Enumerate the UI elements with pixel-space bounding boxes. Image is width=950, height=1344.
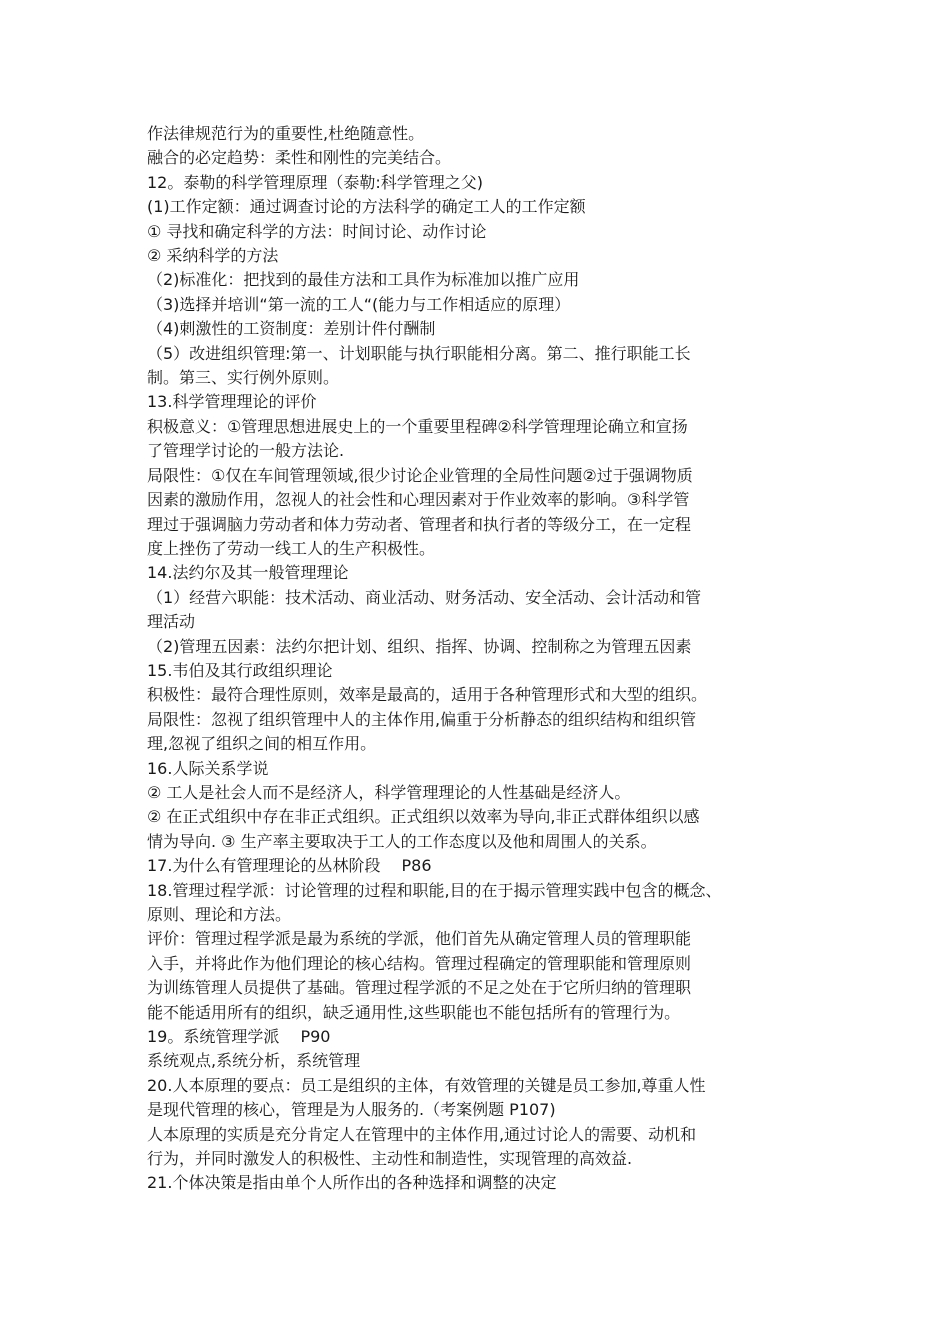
text-line: ① 寻找和确定科学的方法：时间讨论、动作讨论	[147, 221, 487, 241]
text-line: （2)管理五因素：法约尔把计划、组织、指挥、协调、控制称之为管理五因素	[147, 636, 692, 656]
text-line: (1)工作定额：通过调查讨论的方法科学的确定工人的工作定额	[147, 197, 586, 217]
text-line: 21.个体决策是指由单个人所作出的各种选择和调整的决定	[147, 1173, 557, 1193]
text-line: 13.科学管理理论的评价	[147, 392, 317, 412]
text-line: 17.为什么有管理理论的丛林阶段 P86	[147, 856, 432, 876]
text-line: 14.法约尔及其一般管理理论	[147, 563, 349, 583]
text-line: ② 工人是社会人而不是经济人，科学管理理论的人性基础是经济人。	[147, 782, 631, 802]
text-line: 融合的必定趋势：柔性和刚性的完美结合。	[147, 148, 452, 168]
text-line: 是现代管理的核心，管理是为人服务的.（考案例题 P107)	[147, 1100, 556, 1120]
text-line: 制。第三、实行例外原则。	[147, 368, 340, 388]
text-line: ② 在正式组织中存在非正式组织。正式组织以效率为导向,非正式群体组织以感	[147, 807, 700, 827]
text-line: 系统观点,系统分析，系统管理	[147, 1051, 361, 1071]
text-line: 评价：管理过程学派是最为系统的学派，他们首先从确定管理人员的管理职能	[147, 929, 692, 949]
text-line: （2)标准化：把找到的最佳方法和工具作为标准加以推广应用	[147, 270, 580, 290]
text-line: 15.韦伯及其行政组织理论	[147, 660, 333, 680]
text-line: ② 采纳科学的方法	[147, 246, 279, 266]
document-body	[147, 122, 833, 1196]
text-line: 度上挫伤了劳动一线工人的生产积极性。	[147, 538, 436, 558]
text-line: 12。泰勒的科学管理原理（泰勒:科学管理之父)	[147, 172, 483, 192]
text-line: 行为，并同时激发人的积极性、主动性和制造性，实现管理的高效益.	[147, 1149, 633, 1169]
text-line: 因素的激励作用，忽视人的社会性和心理因素对于作业效率的影响。③科学管	[147, 490, 690, 510]
text-line: 16.人际关系学说	[147, 758, 269, 778]
text-line: 局限性：①仅在车间管理领域,很少讨论企业管理的全局性问题②过于强调物质	[147, 465, 693, 485]
text-line: 作法律规范行为的重要性,杜绝随意性。	[147, 124, 425, 143]
text-line: 入手，并将此作为他们理论的核心结构。管理过程确定的管理职能和管理原则	[147, 953, 692, 973]
text-line: 积极意义：①管理思想进展史上的一个重要里程碑②科学管理理论确立和宣扬	[147, 416, 688, 436]
text-line: 18.管理过程学派：讨论管理的过程和职能,目的在于揭示管理实践中包含的概念、	[147, 880, 722, 900]
text-line: 了管理学讨论的一般方法论.	[147, 441, 345, 461]
text-line: 原则、理论和方法。	[147, 905, 292, 924]
text-line: 20.人本原理的要点：员工是组织的主体，有效管理的关键是员工参加,尊重人性	[147, 1075, 706, 1095]
text-line: 理活动	[147, 612, 196, 632]
text-line: （1）经营六职能：技术活动、商业活动、财务活动、安全活动、会计活动和管	[147, 587, 702, 607]
text-line: （5）改进组织管理:第一、计划职能与执行职能相分离。第二、推行职能工长	[147, 343, 691, 363]
text-line: 19。系统管理学派 P90	[147, 1027, 331, 1047]
text-line: （3)选择并培训“第一流的工人“(能力与工作相适应的原理）	[147, 294, 571, 314]
text-line: 理过于强调脑力劳动者和体力劳动者、管理者和执行者的等级分工，在一定程	[147, 514, 692, 534]
text-line: 能不能适用所有的组织，缺乏通用性,这些职能也不能包括所有的管理行为。	[147, 1002, 681, 1022]
text-line: （4)刺激性的工资制度：差别计件付酬制	[147, 319, 436, 339]
text-line: 理,忽视了组织之间的相互作用。	[147, 734, 377, 754]
text-line: 局限性：忽视了组织管理中人的主体作用,偏重于分析静态的组织结构和组织管	[147, 709, 697, 729]
text-line: 情为导向. ③ 生产率主要取决于工人的工作态度以及他和周围人的关系。	[147, 831, 657, 851]
text-line: 人本原理的实质是充分肯定人在管理中的主体作用,通过讨论人的需要、动机和	[147, 1124, 697, 1144]
text-line: 积极性：最符合理性原则，效率是最高的，适用于各种管理形式和大型的组织。	[147, 685, 708, 705]
text-line: 为训练管理人员提供了基础。管理过程学派的不足之处在于它所归纳的管理职	[147, 978, 692, 998]
